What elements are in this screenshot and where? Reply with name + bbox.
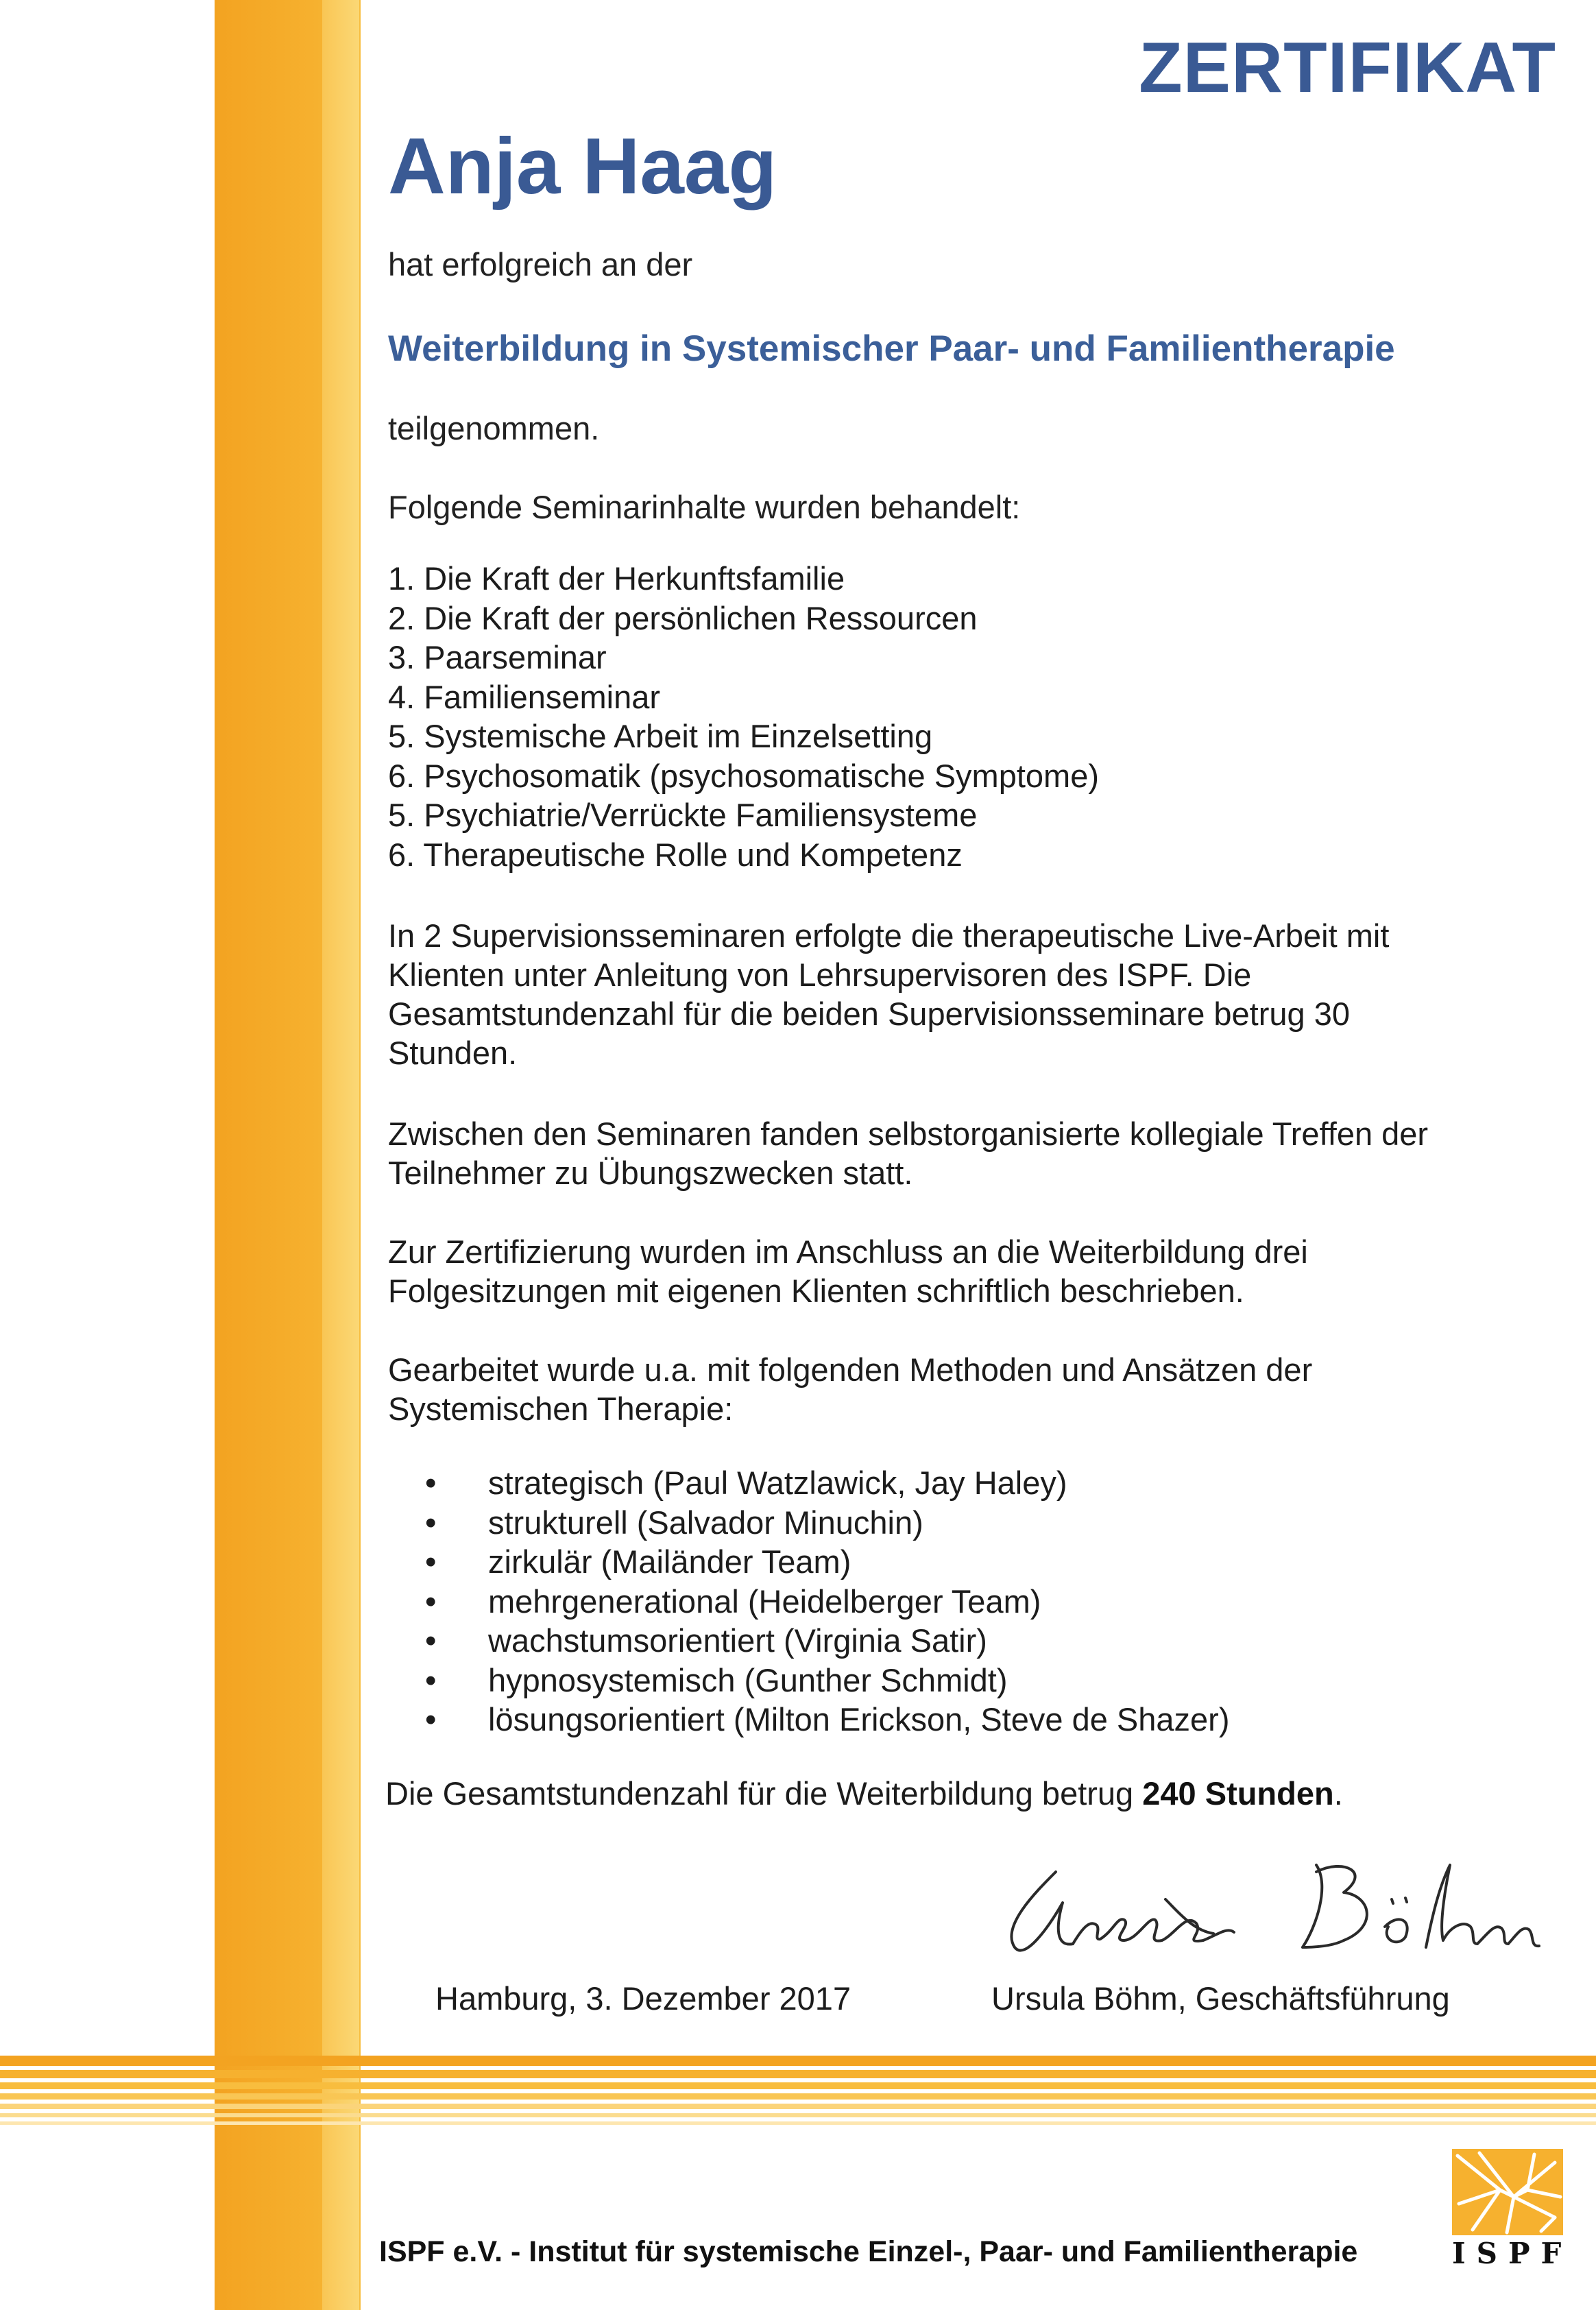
recipient-name: Anja Haag (388, 121, 777, 210)
certification-paragraph (388, 1232, 1308, 1310)
list-item: 4. Familienseminar (388, 678, 661, 715)
paragraph-line: Gearbeitet wurde u.a. mit folgenden Methoden und Ansätzen der (388, 1351, 1313, 1388)
horizontal-band (0, 2104, 1596, 2109)
topics-list (388, 559, 1099, 874)
horizontal-band (0, 2070, 1596, 2078)
supervision-paragraph (388, 916, 1389, 1072)
paragraph-line: Zur Zertifizierung wurden im Anschluss an die Weiterbildung drei (388, 1234, 1308, 1270)
bullet-icon: • (425, 1622, 437, 1659)
paragraph-line: Klienten unter Anleitung von Lehrsupervisoren des ISPF. Die (388, 957, 1252, 993)
place-date: Hamburg, 3. Dezember 2017 (435, 1980, 851, 2017)
bullet-icon: • (425, 1583, 437, 1620)
list-item: 5. Systemische Arbeit im Einzelsetting (388, 718, 933, 754)
horizontal-band (0, 2082, 1596, 2089)
ispf-logo-icon (1452, 2149, 1563, 2235)
signer-name: Ursula Böhm, Geschäftsführung (991, 1980, 1450, 2017)
paragraph-line: Teilnehmer zu Übungszwecken statt. (388, 1155, 913, 1191)
certificate-page: ZERTIFIKAT Anja Haag hat erfolgreich an der Weiterbildung in Systemischer Paar- und Familientherapie teilgenommen. Folgende Seminarinhalte wurden behandelt: 1. Die Kraft der Herkunftsfamilie 2. Die Kraft der persönlichen Ressourcen 3. Paarseminar 4. Familienseminar 5. Systemische Arbeit im Einzelsetting 6. Psychosomatik (psychosomatische Symptome) 5. Psychiatrie/Verrückte Familiensysteme 6. Therapeutische Rolle und Kompetenz In 2 Supervisionsseminaren erfolgte die therapeutische Live-Arbeit mit Klienten unter Anleitung von Lehrsupervisoren des ISPF. Die Gesamtstundenzahl für die beiden Supervisionsseminare betrug 30 Stunden. Zwischen den Seminaren fanden selbstorganisierte kollegiale Treffen der Teilnehmer zu Übungszwecken statt. Zur Zertifizierung wurden im Anschluss an die Weiterbildung drei Folgesitzungen mit eigenen Klienten schriftlich beschrieben. Gearbeitet wurde u.a. mit folgenden Methoden und Ansätzen der Systemischen Therapie: • strategisch (Paul Watzlawick, Jay Haley) • strukturell (Salvador Minuchin) • zirkulär (Mailänder Team) • mehrgenerational (Heidelberger Team) • wachstumsorientiert (Virginia Satir) • hypnosystemisch (Gunther Schmidt) • lösungsorientiert (Milton Erickson, Steve de Shazer) Die Gesamtstundenzahl für die Weiterbildung betrug 240 Stunden. Hamburg, 3. Dezember 2017 Ursula Böhm, Geschäftsführung ISPF e.V. - Institut für systemische Einzel-, Paar- und Familientherapie ISPF (0, 0, 1596, 2310)
signature (960, 1844, 1549, 1982)
list-item: 2. Die Kraft der persönlichen Ressourcen (388, 599, 978, 636)
list-item: 6. Psychosomatik (psychosomatische Symptome) (388, 757, 1099, 794)
horizontal-band (0, 2093, 1596, 2100)
horizontal-band (0, 2113, 1596, 2117)
bullet-icon: • (425, 1701, 437, 1737)
bullet-icon: • (425, 1661, 437, 1698)
intro-text: hat erfolgreich an der (388, 246, 693, 282)
topics-heading: Folgende Seminarinhalte wurden behandelt: (388, 489, 1021, 525)
paragraph-line: Stunden. (388, 1035, 518, 1071)
footer-institute: ISPF e.V. - Institut für systemische Einzel-, Paar- und Familientherapie (379, 2235, 1358, 2268)
paragraph-line: In 2 Supervisionsseminaren erfolgte die therapeutische Live-Arbeit mit (388, 917, 1390, 954)
course-title: Weiterbildung in Systemischer Paar- und Familientherapie (388, 328, 1395, 369)
horizontal-band (0, 2056, 1596, 2066)
paragraph-line: Systemischen Therapie: (388, 1391, 734, 1427)
participated-text: teilgenommen. (388, 410, 600, 446)
bullet-icon: • (425, 1504, 437, 1541)
vertical-light-band (322, 0, 359, 2310)
paragraph-line: Zwischen den Seminaren fanden selbstorganisierte kollegiale Treffen der (388, 1116, 1429, 1152)
ispf-logo-text: ISPF (1452, 2237, 1573, 2270)
meetings-paragraph (388, 1114, 1428, 1192)
total-hours-line: Die Gesamtstundenzahl für die Weiterbildung betrug 240 Stunden. (385, 1775, 1343, 1812)
list-item: 6. Therapeutische Rolle und Kompetenz (388, 836, 963, 873)
bullet-icon: • (425, 1543, 437, 1580)
horizontal-band (0, 2121, 1596, 2125)
list-item: 5. Psychiatrie/Verrückte Familiensysteme (388, 797, 978, 833)
certificate-title: ZERTIFIKAT (1139, 28, 1556, 108)
paragraph-line: Gesamtstundenzahl für die beiden Supervisionsseminare betrug 30 (388, 996, 1351, 1032)
methods-paragraph (388, 1350, 1312, 1428)
paragraph-line: Folgesitzungen mit eigenen Klienten schriftlich beschrieben. (388, 1273, 1244, 1309)
list-item: 3. Paarseminar (388, 639, 607, 675)
total-hours: 240 Stunden (1142, 1775, 1334, 1812)
bullet-icon: • (425, 1465, 437, 1501)
list-item: 1. Die Kraft der Herkunftsfamilie (388, 560, 845, 597)
